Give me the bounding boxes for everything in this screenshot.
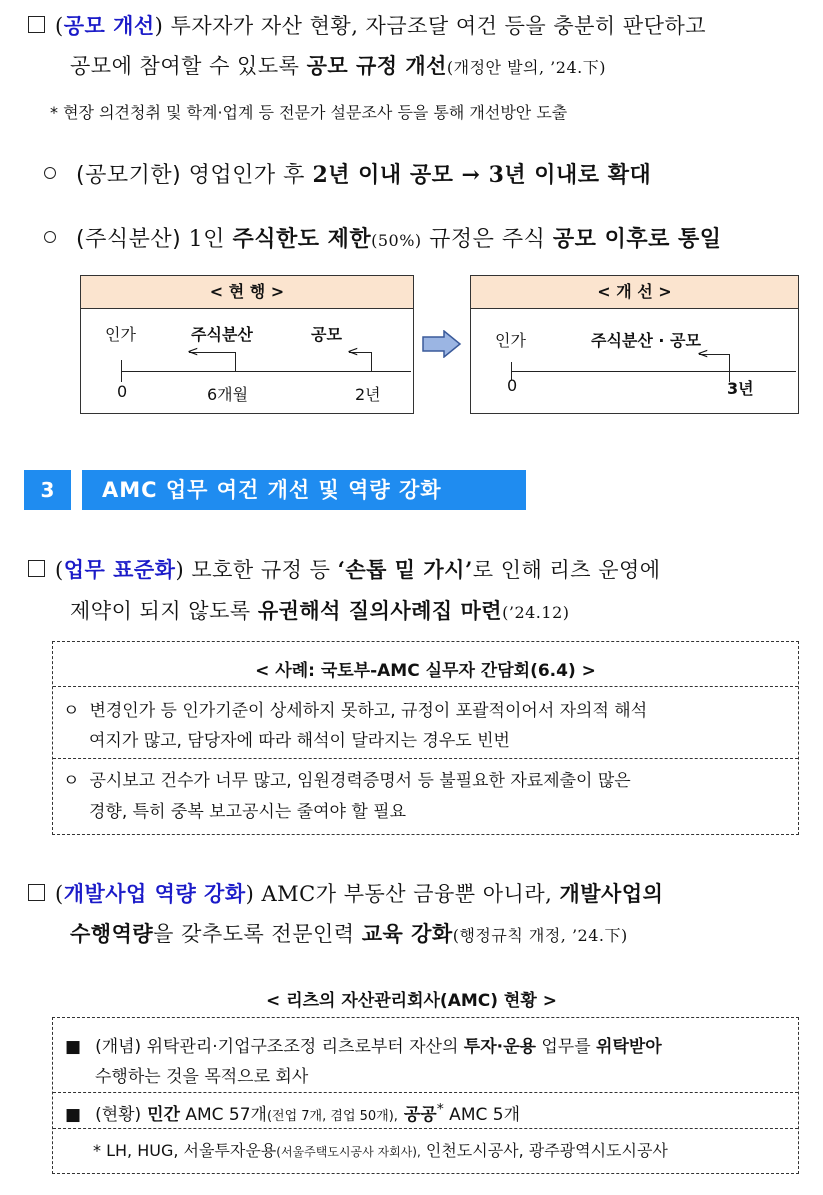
text: AMC 5개 xyxy=(443,1105,520,1125)
section-title: AMC 업무 여건 개선 및 역량 강화 xyxy=(82,470,526,510)
timeline-axis xyxy=(121,371,411,372)
paren: ( xyxy=(55,558,64,582)
divider xyxy=(53,1092,798,1093)
text: 모호한 규정 등 xyxy=(184,558,338,582)
standardize-paragraph-line1 xyxy=(28,554,661,584)
tag-concept: (개념) xyxy=(95,1037,142,1057)
tag-standardize: 업무 표준화 xyxy=(63,558,176,582)
text: 인천도시공사, 광주광역시도시공사 xyxy=(420,1141,668,1160)
tick-start xyxy=(121,360,122,382)
text: AMC가 부동산 금융뿐 아니라, xyxy=(254,882,560,906)
divider xyxy=(53,758,798,759)
amc-item-concept-line1 xyxy=(65,1032,662,1057)
bold-text: 민간 xyxy=(141,1105,180,1125)
text: 공시보고 건수가 너무 많고, 임원경력증명서 등 불필요한 자료제출이 많은 xyxy=(89,771,631,791)
bullet-share-split xyxy=(44,222,722,253)
bold-text: 위탁받아 xyxy=(596,1037,662,1057)
tick-label-0: 0 xyxy=(117,382,128,401)
bold-text: 공모 이후로 통일 xyxy=(552,226,722,252)
amc-footnote xyxy=(93,1138,668,1161)
case-item-1-line2: 여지가 많고, 담당자에 따라 해석이 달라지는 경우도 빈번 xyxy=(89,731,510,751)
amc-item-status xyxy=(65,1100,520,1125)
text: 규정은 주식 xyxy=(421,227,553,252)
timeline-axis xyxy=(511,371,796,372)
text: 을 갖추도록 전문인력 xyxy=(153,922,362,946)
tick-label-0: 0 xyxy=(507,376,518,395)
circle-bullet-icon xyxy=(44,231,56,243)
small-text: (개정안 발의, ’24.下) xyxy=(446,58,606,77)
tag-deadline: (공모기한) xyxy=(76,163,182,188)
arrow-left-icon: < xyxy=(347,344,359,360)
small-text: (전업 7개, 겸업 50개), xyxy=(266,1109,398,1124)
arrow-2y-stem xyxy=(371,352,372,371)
section-number: 3 xyxy=(24,470,71,510)
text: 제약이 되지 않도록 xyxy=(70,599,258,623)
tick-label-3y: 3년 xyxy=(727,379,754,398)
amc-box-title: < 리츠의 자산관리회사(AMC) 현황 > xyxy=(266,991,557,1011)
label-share-split: 주식분산 xyxy=(191,325,253,344)
square-bullet-icon: ■ xyxy=(65,1037,82,1057)
text: 업무를 xyxy=(535,1037,597,1057)
circle-bullet-icon xyxy=(44,167,56,179)
bold-text: 개발사업의 xyxy=(559,881,664,906)
bold-text: ‘손톱 밑 가시’ xyxy=(337,557,473,582)
checkbox-bullet-icon xyxy=(28,884,45,901)
text: 1인 xyxy=(181,227,233,252)
case-box xyxy=(52,641,799,835)
paren: ) xyxy=(175,558,185,582)
footnote-marker: * xyxy=(436,1101,444,1118)
standardize-paragraph-line2 xyxy=(70,595,569,625)
text: 투자자가 자산 현황, 자금조달 여건 등을 충분히 판단하고 xyxy=(163,14,707,38)
bullet-gongmo-deadline xyxy=(44,158,651,189)
circle-bullet-icon: ㅇ xyxy=(63,771,80,791)
checkbox-bullet-icon xyxy=(28,16,45,33)
text: 공모에 참여할 수 있도록 xyxy=(70,54,307,78)
bold-text: 공모 규정 개선 xyxy=(306,53,447,78)
arrow-left-icon: < xyxy=(697,346,709,362)
gongmo-paragraph-line2 xyxy=(70,50,606,80)
tag-gongmo-improve: 공모 개선 xyxy=(63,14,155,38)
text: 로 인해 리츠 운영에 xyxy=(472,558,661,582)
label-split-and-offering: 주식분산 · 공모 xyxy=(591,331,701,350)
case-item-2-line1 xyxy=(63,766,631,791)
small-text: (행정규칙 개정, ’24.下) xyxy=(452,926,628,945)
label-approval: 인가 xyxy=(105,325,136,344)
diagram-current-header: < 현 행 > xyxy=(81,276,413,309)
tag-status: (현황) xyxy=(95,1105,142,1125)
gongmo-paragraph-line1 xyxy=(28,10,706,40)
bold-text: 수행역량 xyxy=(70,921,154,946)
amc-box xyxy=(52,1017,799,1174)
gongmo-note: * 현장 의견청취 및 학계·업계 등 전문가 설문조사 등을 통해 개선방안 도출 xyxy=(50,103,568,122)
diagram-improved xyxy=(470,275,799,414)
text: AMC 57개 xyxy=(179,1105,267,1125)
small-text: (’24.12) xyxy=(502,603,570,622)
diagram-improved-header: < 개 선 > xyxy=(471,276,798,309)
case-box-title: < 사례: 국토부-AMC 실무자 간담회(6.4) > xyxy=(255,661,596,681)
circle-bullet-icon: ㅇ xyxy=(63,701,80,721)
text: 영업인가 후 xyxy=(181,163,313,188)
case-item-2-line2: 경향, 특히 중복 보고공시는 줄여야 할 필요 xyxy=(89,802,407,822)
divider xyxy=(53,1128,798,1129)
arrow-6m-stem xyxy=(235,352,236,371)
bold-text: 공공 xyxy=(397,1105,437,1125)
text: * LH, HUG, 서울투자운용 xyxy=(93,1141,277,1160)
paren: ) xyxy=(245,882,255,906)
tick-label-2y: 2년 xyxy=(355,385,381,404)
bold-text: 유권해석 질의사례집 마련 xyxy=(257,598,503,623)
bold-text: 주식한도 제한 xyxy=(232,226,372,252)
bold-text: 2년 이내 공모 → 3년 이내로 확대 xyxy=(312,162,652,188)
square-bullet-icon: ■ xyxy=(65,1105,82,1125)
paren: ( xyxy=(55,14,64,38)
bold-text: 교육 강화 xyxy=(361,921,453,946)
paren: ) xyxy=(154,14,164,38)
bold-text: 투자·운용 xyxy=(463,1037,536,1057)
tag-dev-capacity: 개발사업 역량 강화 xyxy=(63,882,246,906)
arrow-left-icon: < xyxy=(187,344,199,360)
label-offering: 공모 xyxy=(311,325,342,344)
dev-capacity-paragraph-line1 xyxy=(28,878,663,908)
tag-share-split: (주식분산) xyxy=(76,227,182,252)
text: 위탁관리·기업구조조정 리츠로부터 자산의 xyxy=(141,1037,464,1057)
tick-label-6m: 6개월 xyxy=(207,385,249,404)
dev-capacity-paragraph-line2 xyxy=(70,918,628,948)
case-item-1-line1 xyxy=(63,696,647,721)
small-text: (50%) xyxy=(371,231,422,250)
checkbox-bullet-icon xyxy=(28,560,45,577)
diagram-current xyxy=(80,275,414,414)
small-text: (서울주택도시공사 자회사), xyxy=(276,1145,421,1159)
paren: ( xyxy=(55,882,64,906)
transition-arrow-icon xyxy=(422,330,462,358)
text: 변경인가 등 인가기준이 상세하지 못하고, 규정이 포괄적이어서 자의적 해석 xyxy=(89,701,648,721)
divider xyxy=(53,686,798,687)
amc-item-concept-line2: 수행하는 것을 목적으로 회사 xyxy=(95,1067,309,1087)
label-approval: 인가 xyxy=(495,331,526,350)
